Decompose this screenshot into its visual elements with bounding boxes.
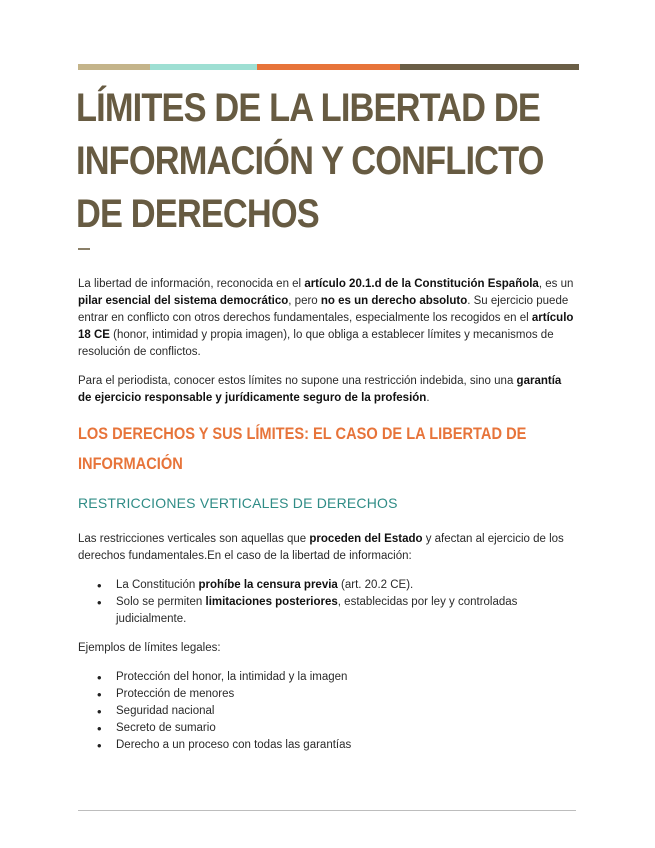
- decorative-color-bar: [78, 64, 579, 70]
- color-bar-segment-brown: [400, 64, 579, 70]
- text-run: , es un: [538, 278, 574, 290]
- text-run: .: [426, 392, 430, 404]
- text-run: y afectan al ejercicio de los derechos fundamentales.En el caso de la libertad de información:: [78, 533, 564, 562]
- text-run: , pero: [288, 295, 321, 307]
- list-item: • Derecho a un proceso con todas las garantías: [116, 737, 576, 754]
- title-underline-dash: [78, 248, 90, 250]
- footer-divider: [78, 810, 576, 811]
- document-title: [76, 82, 544, 241]
- title-line-3: DE DERECHOS: [76, 192, 319, 236]
- legal-limits-examples-list: [78, 669, 576, 754]
- text-run: La libertad de información, reconocida en el: [78, 278, 305, 290]
- section-heading: LOS DERECHOS Y SUS LÍMITES: EL CASO DE LA LIBERTAD DE INFORMACIÓN: [78, 424, 527, 473]
- color-bar-segment-orange: [257, 64, 400, 70]
- bold-run: artículo 18 CE: [78, 312, 574, 341]
- subsection-heading: RESTRICCIONES VERTICALES DE DERECHOS: [78, 495, 398, 511]
- intro-paragraph-1: [78, 276, 576, 361]
- list-item: • Secreto de sumario: [116, 720, 576, 737]
- color-bar-segment-tan: [78, 64, 150, 70]
- bold-run: artículo 20.1.d de la Constitución Española: [304, 278, 539, 290]
- text-run: (art. 20.2 CE).: [337, 579, 414, 591]
- document-body: [78, 276, 576, 766]
- examples-label: Ejemplos de límites legales:: [78, 642, 221, 654]
- list-item: • Protección del honor, la intimidad y la imagen: [116, 669, 576, 686]
- text-run: , establecidas por ley y controladas judicialmente.: [116, 596, 518, 625]
- bold-run: limitaciones posteriores: [205, 596, 338, 608]
- bold-run: pilar esencial del sistema democrático: [78, 295, 289, 307]
- title-line-1: LÍMITES DE LA LIBERTAD DE: [76, 86, 540, 130]
- bold-run: garantía de ejercicio responsable y jurídicamente seguro de la profesión: [78, 375, 562, 404]
- list-item: [116, 594, 576, 628]
- text-run: . Su ejercicio puede entrar en conflicto con otros derechos fundamentales, especialmente los recogidos en el: [78, 295, 569, 324]
- text-run: Para el periodista, conocer estos límites no supone una restricción indebida, sino una: [78, 375, 517, 387]
- intro-paragraph-2: [78, 373, 576, 407]
- color-bar-segment-mint: [150, 64, 257, 70]
- list-item: • Seguridad nacional: [116, 703, 576, 720]
- text-run: (honor, intimidad y propia imagen), lo que obliga a establecer límites y mecanismos de resolución de conflictos.: [78, 329, 554, 358]
- text-run: Las restricciones verticales son aquellas que: [78, 533, 310, 545]
- bold-run: prohíbe la censura previa: [198, 579, 338, 591]
- vertical-restrictions-list: [78, 577, 576, 628]
- bold-run: no es un derecho absoluto: [320, 295, 468, 307]
- list-item: • Protección de menores: [116, 686, 576, 703]
- list-item: [116, 577, 576, 594]
- vertical-restrictions-paragraph: [78, 531, 576, 565]
- bold-run: proceden del Estado: [309, 533, 423, 545]
- text-run: La Constitución: [116, 579, 199, 591]
- text-run: Solo se permiten: [116, 596, 206, 608]
- title-line-2: INFORMACIÓN Y CONFLICTO: [76, 139, 544, 183]
